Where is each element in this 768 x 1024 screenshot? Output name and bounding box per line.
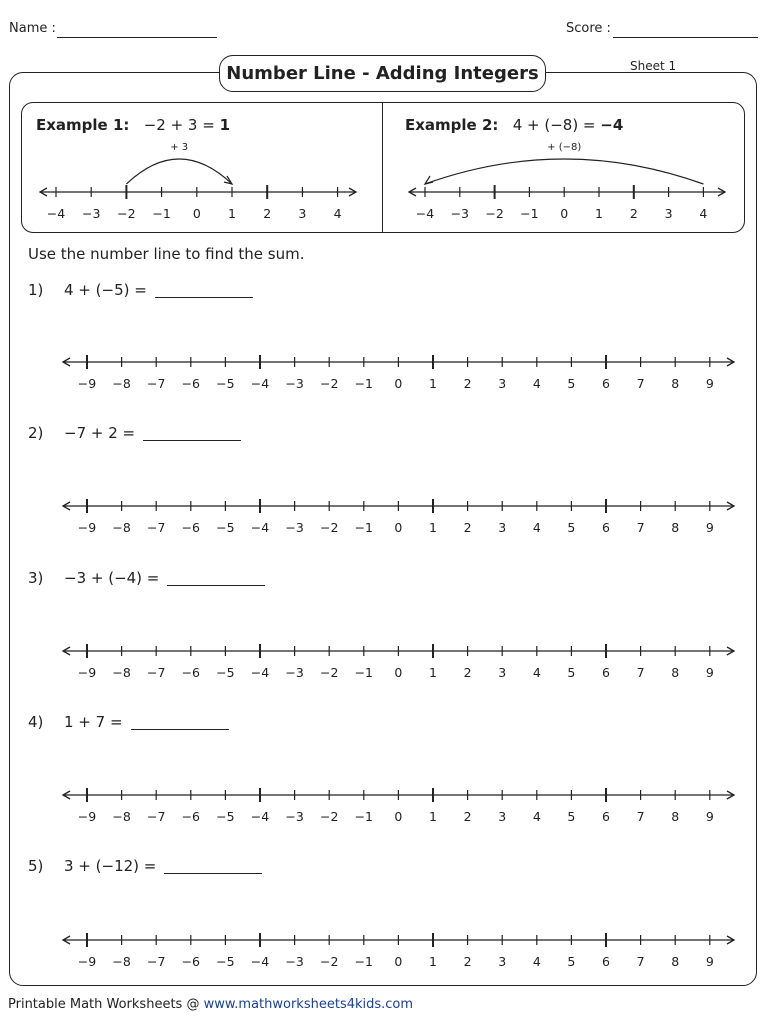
problem-number: 2) xyxy=(28,424,44,442)
tick-label: 0 xyxy=(560,206,569,221)
tick-label: 4 xyxy=(699,206,708,221)
tick-label: 2 xyxy=(463,665,472,680)
tick-label: 7 xyxy=(636,809,645,824)
tick-label: 2 xyxy=(629,206,638,221)
example-1-equation: −2 + 3 = xyxy=(143,116,220,134)
tick-label: −5 xyxy=(216,809,235,824)
tick-label: −6 xyxy=(181,520,201,535)
tick-label: 5 xyxy=(567,520,576,535)
tick-label: −4 xyxy=(250,376,270,391)
footer-prefix: Printable Math Worksheets @ xyxy=(8,997,204,1012)
tick-label: 1 xyxy=(429,376,437,391)
tick-label: 9 xyxy=(705,376,714,391)
tick-label: 4 xyxy=(532,376,541,391)
tick-label: 7 xyxy=(636,665,645,680)
problem-number: 5) xyxy=(28,857,44,875)
tick-label: −4 xyxy=(46,206,66,221)
tick-label: −9 xyxy=(77,809,97,824)
tick-label: −3 xyxy=(285,665,304,680)
tick-label: 2 xyxy=(463,376,472,391)
instructions: Use the number line to find the sum. xyxy=(28,245,305,263)
tick-label: −3 xyxy=(285,809,304,824)
tick-label: 6 xyxy=(602,520,610,535)
tick-label: −5 xyxy=(216,376,235,391)
tick-label: 7 xyxy=(636,954,645,969)
tick-label: −6 xyxy=(181,665,201,680)
tick-label: −4 xyxy=(250,809,270,824)
tick-label: −6 xyxy=(181,809,201,824)
tick-label: 5 xyxy=(567,376,576,391)
tick-label: 9 xyxy=(705,665,714,680)
tick-label: 6 xyxy=(602,376,610,391)
tick-label: −1 xyxy=(520,206,539,221)
tick-label: 8 xyxy=(671,665,680,680)
tick-label: −2 xyxy=(319,520,339,535)
tick-label: −2 xyxy=(319,665,339,680)
footer xyxy=(8,997,413,1012)
problem-expression: 1 + 7 = xyxy=(64,713,123,731)
tick-label: −5 xyxy=(216,520,235,535)
tick-label: −3 xyxy=(81,206,101,221)
number-line-group xyxy=(63,933,734,969)
tick-label: −9 xyxy=(77,954,97,969)
tick-label: 0 xyxy=(394,809,403,824)
tick-label: −3 xyxy=(285,520,304,535)
tick-label: −7 xyxy=(146,376,166,391)
tick-label: 2 xyxy=(463,809,472,824)
tick-label: −1 xyxy=(354,954,374,969)
problem-number: 3) xyxy=(28,569,44,587)
tick-label: 1 xyxy=(429,520,437,535)
tick-label: −9 xyxy=(77,520,97,535)
tick-label: 9 xyxy=(705,520,714,535)
tick-label: 5 xyxy=(567,809,576,824)
name-label: Name : xyxy=(9,21,56,36)
score-label: Score : xyxy=(566,21,611,36)
tick-label: −2 xyxy=(319,954,339,969)
problem-expression: 3 + (−12) = xyxy=(64,857,157,875)
tick-label: −3 xyxy=(285,954,304,969)
tick-label: −8 xyxy=(112,665,131,680)
problem-expression: −3 + (−4) = xyxy=(64,569,160,587)
tick-label: −1 xyxy=(152,206,171,221)
tick-label: 4 xyxy=(532,665,541,680)
problem-number: 1) xyxy=(28,281,44,299)
tick-label: −2 xyxy=(319,809,339,824)
tick-label: 1 xyxy=(228,206,236,221)
tick-label: −9 xyxy=(77,665,97,680)
tick-label: 3 xyxy=(498,376,507,391)
tick-label: 9 xyxy=(705,809,714,824)
tick-label: 1 xyxy=(429,954,437,969)
tick-label: −3 xyxy=(450,206,470,221)
tick-label: −1 xyxy=(354,376,374,391)
tick-label: 2 xyxy=(463,954,472,969)
tick-label: 0 xyxy=(192,206,201,221)
tick-label: 3 xyxy=(498,665,507,680)
tick-label: −4 xyxy=(250,520,270,535)
tick-label: −2 xyxy=(485,206,504,221)
tick-label: −4 xyxy=(415,206,435,221)
tick-label: −4 xyxy=(250,954,270,969)
tick-label: 9 xyxy=(705,954,714,969)
tick-label: −7 xyxy=(146,809,166,824)
tick-label: −1 xyxy=(354,809,374,824)
tick-label: 4 xyxy=(532,809,541,824)
tick-label: −7 xyxy=(146,520,166,535)
tick-label: −5 xyxy=(216,665,235,680)
sheet-label: Sheet 1 xyxy=(630,59,677,73)
tick-label: 8 xyxy=(671,520,680,535)
tick-label: 3 xyxy=(498,954,507,969)
tick-label: 7 xyxy=(636,376,645,391)
tick-label: −2 xyxy=(319,376,339,391)
page-title-text: Number Line - Adding Integers xyxy=(226,63,539,84)
tick-label: 0 xyxy=(394,954,403,969)
tick-label: 2 xyxy=(263,206,272,221)
problem-number: 4) xyxy=(28,713,44,731)
tick-label: 0 xyxy=(394,665,403,680)
tick-label: −6 xyxy=(181,376,201,391)
tick-label: 4 xyxy=(333,206,342,221)
tick-label: −2 xyxy=(117,206,136,221)
example-2-answer: −4 xyxy=(600,116,624,134)
example-2-equation: 4 + (−8) = xyxy=(512,116,601,134)
tick-label: −6 xyxy=(181,954,201,969)
tick-label: −9 xyxy=(77,376,97,391)
tick-label: 3 xyxy=(664,206,673,221)
tick-label: −7 xyxy=(146,954,166,969)
tick-label: 1 xyxy=(429,809,437,824)
tick-label: −8 xyxy=(112,376,131,391)
tick-label: 6 xyxy=(602,665,610,680)
tick-label: 4 xyxy=(532,954,541,969)
problem-expression: −7 + 2 = xyxy=(64,424,136,442)
tick-label: 7 xyxy=(636,520,645,535)
tick-label: 3 xyxy=(498,809,507,824)
tick-label: 3 xyxy=(298,206,307,221)
example-1-answer: 1 xyxy=(219,116,231,134)
problem-expression: 4 + (−5) = xyxy=(64,281,147,299)
tick-label: −8 xyxy=(112,809,131,824)
tick-label: 2 xyxy=(463,520,472,535)
tick-label: −1 xyxy=(354,520,374,535)
tick-label: 5 xyxy=(567,665,576,680)
example-2-label: Example 2: xyxy=(405,116,499,134)
tick-label: 6 xyxy=(602,954,610,969)
tick-label: 8 xyxy=(671,809,680,824)
tick-label: 6 xyxy=(602,809,610,824)
tick-label: 4 xyxy=(532,520,541,535)
tick-label: 0 xyxy=(394,520,403,535)
tick-label: −5 xyxy=(216,954,235,969)
tick-label: 8 xyxy=(671,954,680,969)
arc-label: + (−8) xyxy=(547,142,582,153)
tick-label: 3 xyxy=(498,520,507,535)
tick-label: −7 xyxy=(146,665,166,680)
tick-label: 1 xyxy=(429,665,437,680)
tick-label: 0 xyxy=(394,376,403,391)
tick-label: 1 xyxy=(595,206,603,221)
example-1-label: Example 1: xyxy=(36,116,130,134)
footer-link[interactable]: www.mathworksheets4kids.com xyxy=(203,997,414,1012)
tick-label: −8 xyxy=(112,520,131,535)
tick-label: −8 xyxy=(112,954,131,969)
arc-label: + 3 xyxy=(170,142,189,153)
tick-label: 8 xyxy=(671,376,680,391)
tick-label: −4 xyxy=(250,665,270,680)
tick-label: 5 xyxy=(567,954,576,969)
tick-label: −3 xyxy=(285,376,304,391)
tick-label: −1 xyxy=(354,665,374,680)
